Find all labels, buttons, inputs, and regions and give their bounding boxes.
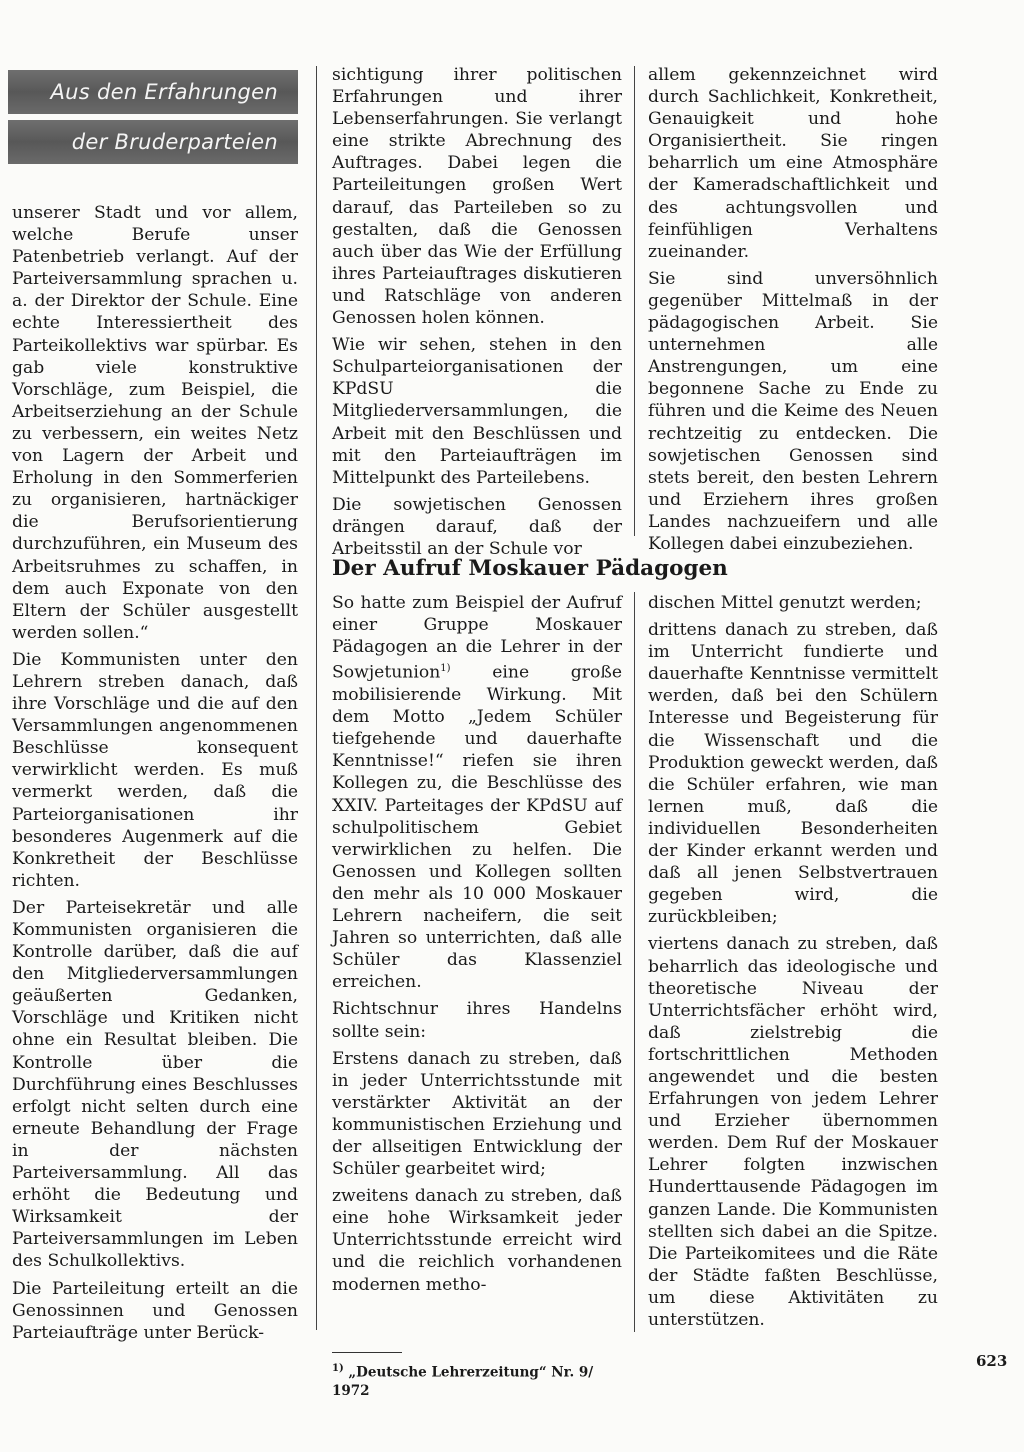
paragraph: Die sowjetischen Genossen drängen darauf, daß der Arbeitsstil an der Schule vor (332, 494, 622, 559)
footnote-rule (332, 1352, 402, 1353)
paragraph-text: So hatte zum Beispiel der Aufruf einer Gruppe Moskauer Pädagogen an die Lehrer in der Sowjetunion (332, 593, 622, 684)
paragraph: sichtigung ihrer politischen Erfahrungen und ihrer Lebenserfahrungen. Sie verlangt eine strikte Abrechnung des Auftrages. Dabei legen die Parteileitungen großen Wert darauf, das Parteileben so zu gestalten, daß die Genossen auch über das Wie der Erfüllung ihres Parteiauftrages diskutieren und Ratschläge von anderen Genossen holen können. (332, 65, 622, 329)
column-middle-bottom (332, 592, 622, 1301)
rubric-banner-line2 (8, 120, 298, 164)
column-rule-left (316, 66, 317, 1330)
column-right-top (648, 64, 938, 560)
rubric-text-1: Aus den Erfahrungen (50, 80, 278, 104)
paragraph: zweitens danach zu streben, daß eine hohe Wirksamkeit jeder Unterrichtsstunde erreicht wird und die reichlich vorhandenen modernen metho- (332, 1186, 622, 1295)
column-rule-upper-right (634, 66, 635, 536)
paragraph: Der Parteisekretär und alle Kommunisten organisieren die Kontrolle darüber, daß die auf den Mitgliederversammlungen geäußerten Gedanken, Vorschläge und Kritiken nicht ohne ein Resultat bleiben. Die Kontrolle über die Durchführung eines Beschlusses erfolgt nicht selten durch eine erneute Behandlung der Frage in der nächsten Parteiversammlung. All das erhöht die Bedeutung und Wirksamkeit der Parteiversammlungen im Leben des Schulkollektivs. (12, 897, 298, 1272)
paragraph: allem gekennzeichnet wird durch Sachlichkeit, Konkretheit, Genauigkeit und hohe Organisiertheit. Sie ringen beharrlich um eine Atmosphäre der Kameradschaftlichkeit und des achtungsvollen und feinfühligen Verhaltens zueinander. (648, 65, 938, 262)
footnote-text: „Deutsche Lehrerzeitung“ Nr. 9/ 1972 (332, 1364, 594, 1399)
paragraph-with-footnote (332, 592, 622, 993)
page-number: 623 (976, 1352, 1008, 1370)
paragraph: Die Parteileitung erteilt an die Genossinnen und Genossen Parteiaufträge unter Berück- (12, 1278, 298, 1343)
paragraph: unserer Stadt und vor allem, welche Berufe unser Patenbetrieb verlangt. Auf der Parteiversammlung sprachen u. a. der Direktor der Schule. Eine echte Interessiertheit des Parteikollektivs war spürbar. Es gab viele konstruktive Vorschläge, zum Beispiel, die Arbeitserziehung an der Schule zu verbessern, ein weites Netz von Lagern der Arbeit und Erholung in den Sommerferien zu organisieren, hartnäckiger die Berufsorientierung durchzuführen, ein Museum des Arbeitsruhmes zu schaffen, in dem auch Exponate von den Eltern der Schüler ausgestellt werden sollen.“ (12, 203, 298, 643)
paragraph: viertens danach zu streben, daß beharrlich das ideologische und theoretische Niveau der Unterrichtsfächer erhöht wird, daß zielstrebig die fortschrittlichen Methoden angewendet und die besten Erfahrungen von jedem Lehrer und Erzieher übernommen werden. Dem Ruf der Moskauer Lehrer folgten inzwischen Hunderttausende Pädagogen im ganzen Lande. Die Kommunisten stellten sich dabei an die Spitze. Die Parteikomitees und die Räte der Städte faßten Beschlüsse, um diese Aktivitäten zu unterstützen. (648, 934, 938, 1330)
paragraph: Wie wir sehen, stehen in den Schulparteiorganisationen der KPdSU die Mitgliederversammlungen, die Arbeit mit den Beschlüssen und mit den Parteiaufträgen im Mittelpunkt des Parteilebens. (332, 335, 622, 488)
section-heading: Der Aufruf Moskauer Pädagogen (332, 556, 728, 581)
footnote-reference: 1) (440, 663, 451, 675)
rubric-text-2: der Bruderparteien (71, 130, 278, 154)
column-middle-top (332, 64, 622, 565)
paragraph: Erstens danach zu streben, daß in jeder Unterrichtsstunde mit verstärkter Aktivität an der kommunistischen Erziehung und der allseitigen Entwicklung der Schüler gearbeitet wird; (332, 1048, 622, 1180)
footnote-marker: 1) (332, 1363, 344, 1374)
paragraph: dischen Mittel genutzt werden; (648, 593, 922, 613)
paragraph-text: eine große mobilisierende Wirkung. Mit dem Motto „Jedem Schüler tiefgehende und dauerhafte Kenntnisse!“ riefen sie ihren Kollegen zu, die Beschlüsse des XXIV. Parteitages der KPdSU auf schulpolitischem Gebiet verwirklichen zu helfen. Die Genossen und Kollegen sollten den mehr als 10 000 Moskauer Lehrern nacheifern, die seit Jahren so unterrichten, daß alle Schüler das Klassenziel erreichen. (332, 663, 622, 993)
paragraph: Richtschnur ihres Handelns sollte sein: (332, 999, 622, 1042)
footnote (332, 1360, 622, 1400)
column-left (12, 202, 298, 1349)
column-right-bottom (648, 592, 938, 1336)
paragraph: drittens danach zu streben, daß im Unterricht fundierte und dauerhafte Kenntnisse vermittelt werden, daß bei den Schülern Interesse und Begeisterung für die Wissenschaft und die Produktion geweckt werden, daß die Schüler erfahren, wie man lernen muß, daß die individuellen Besonderheiten der Kinder erkannt werden und daß all jenen Selbstvertrauen gegeben wird, die zurückbleiben; (648, 620, 938, 928)
paragraph: Sie sind unversöhnlich gegenüber Mittelmaß in der pädagogischen Arbeit. Sie unternehmen alle Anstrengungen, um eine begonnene Sache zu Ende zu führen und die Keime des Neuen rechtzeitig zu entdecken. Die sowjetischen Genossen sind stets bereit, den besten Lehrern und Erziehern ihres großen Landes nachzueifern und alle Kollegen dabei einzubeziehen. (648, 268, 938, 554)
rubric-banner-line1 (8, 70, 298, 114)
paragraph: Die Kommunisten unter den Lehrern streben danach, daß ihre Vorschläge und die auf den Versammlungen angenommenen Beschlüsse konsequent verwirklicht werden. Es muß vermerkt werden, daß die Parteiorganisationen ihr besonderes Augenmerk auf die Konkretheit der Beschlüsse richten. (12, 649, 298, 891)
column-rule-lower-right (634, 592, 635, 1332)
